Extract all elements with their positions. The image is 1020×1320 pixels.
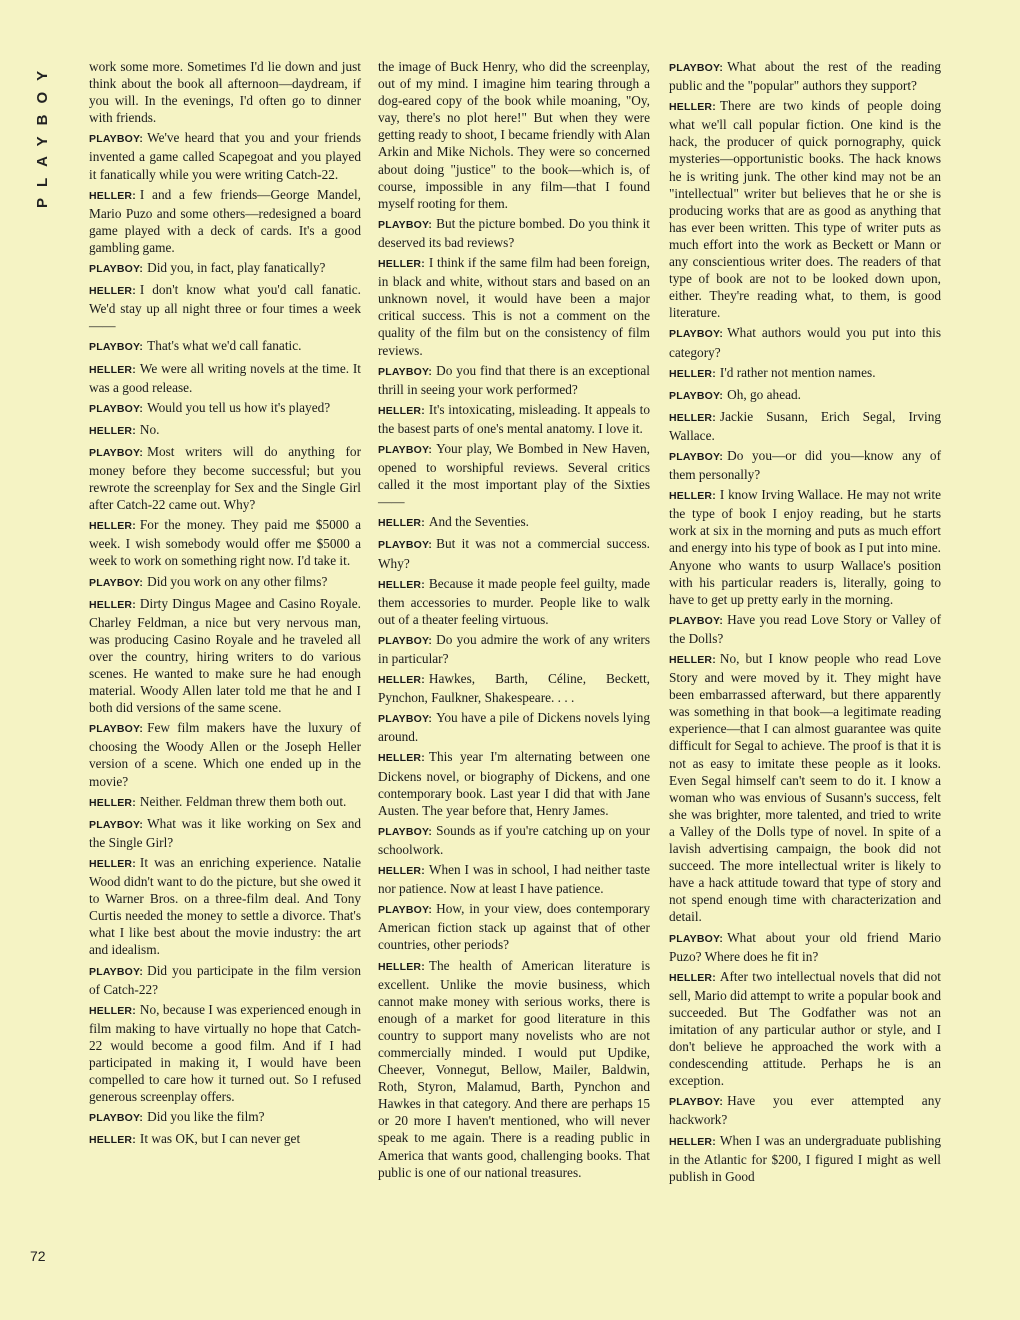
paragraph-text: Would you tell us how it's played? [147,399,331,415]
text-column-2 [378,58,650,1184]
speaker-label: PLAYBOY: [378,634,433,647]
interview-paragraph [378,748,650,818]
interview-paragraph [378,440,650,510]
text-column-1 [89,58,361,1152]
paragraph-text: It was an enriching experience. Natalie Wood didn't want to do the picture, but she owed it to Warner Bros. on a three-film deal. And Tony Curtis needed the money to settle a divorce. That's what I like best about the movie industry: the art and idealism. [89,854,361,958]
interview-paragraph [89,1130,361,1149]
speaker-label: HELLER: [378,960,425,973]
interview-paragraph [378,401,650,437]
interview-paragraph [89,443,361,513]
interview-paragraph [669,1092,941,1128]
interview-paragraph [378,957,650,1181]
speaker-label: HELLER: [378,258,425,271]
paragraph-text: Did you work on any other films? [147,573,328,589]
interview-paragraph [378,535,650,571]
interview-paragraph [378,900,650,953]
paragraph-text: You have a pile of Dickens novels lying around. [378,710,650,745]
paragraph-text: And the Seventies. [428,514,529,530]
speaker-label: HELLER: [378,752,425,765]
interview-paragraph [669,97,941,321]
paragraph-text: There are two kinds of people doing what we'll call popular fiction. One kind is the hack, the producer of quick pornography, quick mysteries—opportunistic books. The hack knows he is writing junk. The other kind may not be an "intellectual" writer but believes that he or she is producing works that are as good as anything that has ever been written. This type of writer puts as much effort into the work as Beckett or Mann or any conscientious writer does. The readers of that type of book are not to be looked down upon, either. They're reading what, to them, is good literature. [669,98,941,321]
paragraph-text: Sounds as if you're catching up on your schoolwork. [378,822,650,857]
interview-paragraph [89,337,361,356]
interview-paragraph [669,486,941,608]
interview-paragraph [89,259,361,278]
paragraph-text: But it was not a commercial success. Why? [378,536,650,571]
speaker-label: PLAYBOY: [89,818,144,831]
speaker-label: HELLER: [669,654,716,666]
paragraph-text: Most writers will do anything for money before they become successful; but you rewrote the screenplay for Sex and the Single Girl after Catch-22 came out. Why? [89,443,361,513]
interview-paragraph [378,631,650,667]
paragraph-text: Dirty Dingus Magee and Casino Royale. Charley Feldman, a nice but very nervous man, was producing Casino Royale and he traveled all over the country, hiring writers to do various scenes. He wanted to make sure he had enough material. Woody Allen later told me that he and I both did versions of the same scene. [89,595,361,716]
interview-paragraph [89,573,361,592]
paragraph-text: No. [139,421,160,437]
speaker-label: HELLER: [89,796,136,809]
speaker-label: PLAYBOY: [669,932,724,945]
paragraph-text: work some more. Sometimes I'd lie down and just think about the book all afternoon—daydream, if you will. In the evenings, I'd often go to dinner with friends. [89,59,361,126]
speaker-label: HELLER: [378,865,425,878]
speaker-label: PLAYBOY: [669,450,724,463]
paragraph-text: When I was in school, I had neither taste nor patience. Now at least I have patience. [378,862,650,897]
speaker-label: PLAYBOY: [378,443,433,456]
paragraph-text: After two intellectual novels that did not sell, Mario did attempt to write a popular book and succeeded. But The Godfather was not an imitation of any particular author or style, and I don't believe he approached the work with a condescending attitude. Perhaps he is an exception. [669,968,941,1089]
paragraph-text: Did you participate in the film version of Catch-22? [89,962,361,997]
paragraph-text: This year I'm alternating between one Dickens novel, or biography of Dickens, and one contemporary book. Last year I did that with Jane Austen. The year before that, Henry James. [378,749,650,818]
paragraph-text: Jackie Susann, Erich Segal, Irving Wallace. [669,408,941,443]
interview-paragraph [89,58,361,126]
interview-paragraph [378,254,650,359]
paragraph-text: No, but I know people who read Love Story and were moved by it. They might have been embarrassed afterward, but there apparently was something in that book—a legitimate reading experience—that I can almost guarantee was quite difficult for Segal to achieve. The proof is that it is not as easy to imitate these people as it looks. Even Segal himself can't seem to do it. I know a woman who was envious of Susann's success, felt she was brighter, more talented, and tried to write a Valley of the Dolls type of novel. In spite of a lavish advertising campaign, the book did not succeed. The more intellectual writer is likely to have a hack attitude toward that type of story and not spend enough time with characterization and detail. [669,651,941,925]
interview-paragraph [669,386,941,405]
interview-paragraph [669,650,941,926]
speaker-label: HELLER: [89,1134,136,1147]
speaker-label: HELLER: [378,578,425,591]
speaker-label: PLAYBOY: [89,965,144,978]
paragraph-text: No, because I was experienced enough in film making to have virtually no hope that Catch-22 would become a good film. And if I had participated in making it, I would have been compelled to care how it turned out. So I refused generous screenplay offers. [89,1001,361,1105]
interview-paragraph [89,1108,361,1127]
speaker-label: HELLER: [89,598,136,611]
paragraph-text: Hawkes, Barth, Céline, Beckett, Pynchon, Faulkner, Shakespeare. . . . [378,671,650,706]
speaker-label: HELLER: [89,285,136,298]
paragraph-text: What authors would you put into this category? [669,325,941,360]
interview-paragraph [669,1132,941,1185]
interview-paragraph [378,670,650,706]
paragraph-text: We've heard that you and your friends invented a game called Scapegoat and you played it fanatically while you were writing Catch-22. [89,130,361,182]
magazine-masthead: PLAYBOY [34,59,51,208]
speaker-label: HELLER: [669,411,716,424]
interview-paragraph [89,962,361,998]
interview-paragraph [378,861,650,897]
interview-paragraph [89,399,361,418]
paragraph-text: I think if the same film had been foreign, in black and white, without stars and based on an unknown novel, it would have been a major critical success. This is not a comment on the quality of the film but on the consistency of film reviews. [378,255,650,358]
interview-paragraph [669,408,941,444]
speaker-label: HELLER: [378,404,425,417]
paragraph-text: We were all writing novels at the time. It was a good release. [89,360,361,395]
paragraph-text: But the picture bombed. Do you think it deserved its bad reviews? [378,215,650,250]
paragraph-text: Your play, We Bombed in New Haven, opened to worshipful reviews. Several critics called it the most important play of the Sixties—— [378,440,650,510]
paragraph-text: Few film makers have the luxury of choosing the Woody Allen or the Joseph Heller version of a scene. Which one ended up in the movie? [89,720,361,789]
speaker-label: PLAYBOY: [378,218,433,231]
speaker-label: PLAYBOY: [378,904,433,917]
paragraph-text: The health of American literature is excellent. Unlike the movie business, which cannot make money with serious works, there is enough of a market for good literature in this country to support many novelists who are not commercially minded. I would put Updike, Cheever, Vonnegut, Bellow, Mailer, Baldwin, Roth, Styron, Malamud, Barth, Pynchon and Hawkes in that category. And there are perhaps 15 or 20 more I haven't mentioned, who will never speak to me again. There is a reading public in America that wants good, challenging books. That public is one of our national treasures. [378,957,650,1180]
speaker-label: HELLER: [669,367,716,380]
interview-paragraph [378,575,650,628]
paragraph-text: I don't know what you'd call fanatic. We'd stay up all night three or four times a week—— [89,282,361,334]
interview-paragraph [669,364,941,383]
interview-paragraph [89,360,361,396]
paragraph-text: Have you read Love Story or Valley of the Dolls? [669,611,941,646]
speaker-label: PLAYBOY: [378,713,433,726]
interview-paragraph [89,719,361,789]
paragraph-text: I and a few friends—George Mandel, Mario Puzo and some others—redesigned a board game played with a deck of cards. It's a good gambling game. [89,186,361,255]
speaker-label: HELLER: [378,674,425,687]
speaker-label: PLAYBOY: [378,539,433,552]
interview-paragraph [89,516,361,569]
paragraph-text: What about the rest of the reading public and the "popular" authors they support? [669,59,941,94]
paragraph-text: the image of Buck Henry, who did the screenplay, out of my mind. I imagine him tearing through a dog-eared copy of the book while moaning, "Oy, vay, there's no plot here!" But when they were getting ready to shoot, I became friendly with Alan Arkin and Mike Nichols. They were so concerned about doing "justice" to the book—which is, of course, impossible in any film—that I found myself rooting for them. [378,59,650,211]
interview-paragraph [378,513,650,532]
interview-paragraph [89,793,361,812]
speaker-label: HELLER: [89,363,136,376]
speaker-label: PLAYBOY: [89,1112,144,1125]
speaker-label: HELLER: [669,101,716,114]
speaker-label: PLAYBOY: [378,365,433,378]
speaker-label: HELLER: [669,490,716,503]
interview-paragraph [669,447,941,483]
speaker-label: HELLER: [669,1135,716,1148]
interview-paragraph [378,58,650,212]
paragraph-text: Do you admire the work of any writers in particular? [378,631,650,666]
interview-paragraph [378,822,650,858]
paragraph-text: I'd rather not mention names. [719,364,876,380]
speaker-label: PLAYBOY: [89,446,144,459]
paragraph-text: It's intoxicating, misleading. It appeals to the basest parts of one's mental anatomy. I love it. [378,401,650,436]
speaker-label: PLAYBOY: [669,389,724,402]
speaker-label: PLAYBOY: [89,402,144,415]
speaker-label: PLAYBOY: [378,825,433,838]
paragraph-text: Have you ever attempted any hackwork? [669,1093,941,1128]
speaker-label: HELLER: [89,857,136,870]
interview-paragraph [669,611,941,647]
interview-paragraph [378,709,650,745]
interview-paragraph [378,362,650,398]
page-number: 72 [30,1248,46,1264]
interview-paragraph [89,129,361,182]
paragraph-text: I know Irving Wallace. He may not write the type of book I enjoy reading, but he starts work at six in the morning and puts as much effort and energy into his type of book as I put into mine. Anyone who wants to usurp Wallace's position with his particular readers is, literally, going to have to get up pretty early in the morning. [669,487,941,607]
speaker-label: PLAYBOY: [89,723,144,736]
speaker-label: HELLER: [378,517,425,530]
paragraph-text: When I was an undergraduate publishing in the Atlantic for $200, I figured I might as well publish in Good [669,1132,941,1184]
speaker-label: PLAYBOY: [89,341,144,354]
paragraph-text: What about your old friend Mario Puzo? Where does he fit in? [669,929,941,964]
interview-paragraph [89,854,361,959]
speaker-label: PLAYBOY: [89,576,144,589]
interview-paragraph [669,58,941,94]
speaker-label: PLAYBOY: [89,263,144,276]
paragraph-text: Did you like the film? [147,1109,265,1125]
interview-paragraph [89,186,361,256]
paragraph-text: Because it made people feel guilty, made them accessories to murder. People like to walk out of a theater feeling virtuous. [378,575,650,627]
speaker-label: PLAYBOY: [669,62,724,74]
paragraph-text: Neither. Feldman threw them both out. [139,793,347,809]
paragraph-text: How, in your view, does contemporary American fiction stack up against that of other countries, other periods? [378,901,650,953]
interview-paragraph [89,595,361,717]
speaker-label: PLAYBOY: [669,328,724,341]
speaker-label: PLAYBOY: [669,614,724,627]
speaker-label: HELLER: [89,424,136,437]
speaker-label: PLAYBOY: [89,133,144,146]
interview-paragraph [89,815,361,851]
paragraph-text: It was OK, but I can never get [139,1131,301,1147]
interview-paragraph [89,1001,361,1106]
speaker-label: HELLER: [89,189,136,202]
speaker-label: HELLER: [89,1004,136,1017]
speaker-label: HELLER: [669,971,716,984]
paragraph-text: Do you find that there is an exceptional thrill in seeing your work performed? [378,362,650,397]
paragraph-text: Oh, go ahead. [727,386,801,402]
paragraph-text: Do you—or did you—know any of them personally? [669,447,941,483]
speaker-label: PLAYBOY: [669,1096,724,1109]
interview-paragraph [669,929,941,965]
interview-paragraph [669,968,941,1090]
interview-paragraph [669,324,941,360]
paragraph-text: Did you, in fact, play fanatically? [147,260,326,276]
interview-paragraph [378,215,650,251]
interview-paragraph [89,421,361,440]
text-column-3 [669,58,941,1188]
speaker-label: HELLER: [89,520,136,533]
interview-paragraph [89,281,361,334]
paragraph-text: What was it like working on Sex and the Single Girl? [89,815,361,850]
paragraph-text: That's what we'd call fanatic. [147,338,302,354]
paragraph-text: For the money. They paid me $5000 a week. I wish somebody would offer me $5000 a week to work on something right now. I'd take it. [89,517,361,569]
